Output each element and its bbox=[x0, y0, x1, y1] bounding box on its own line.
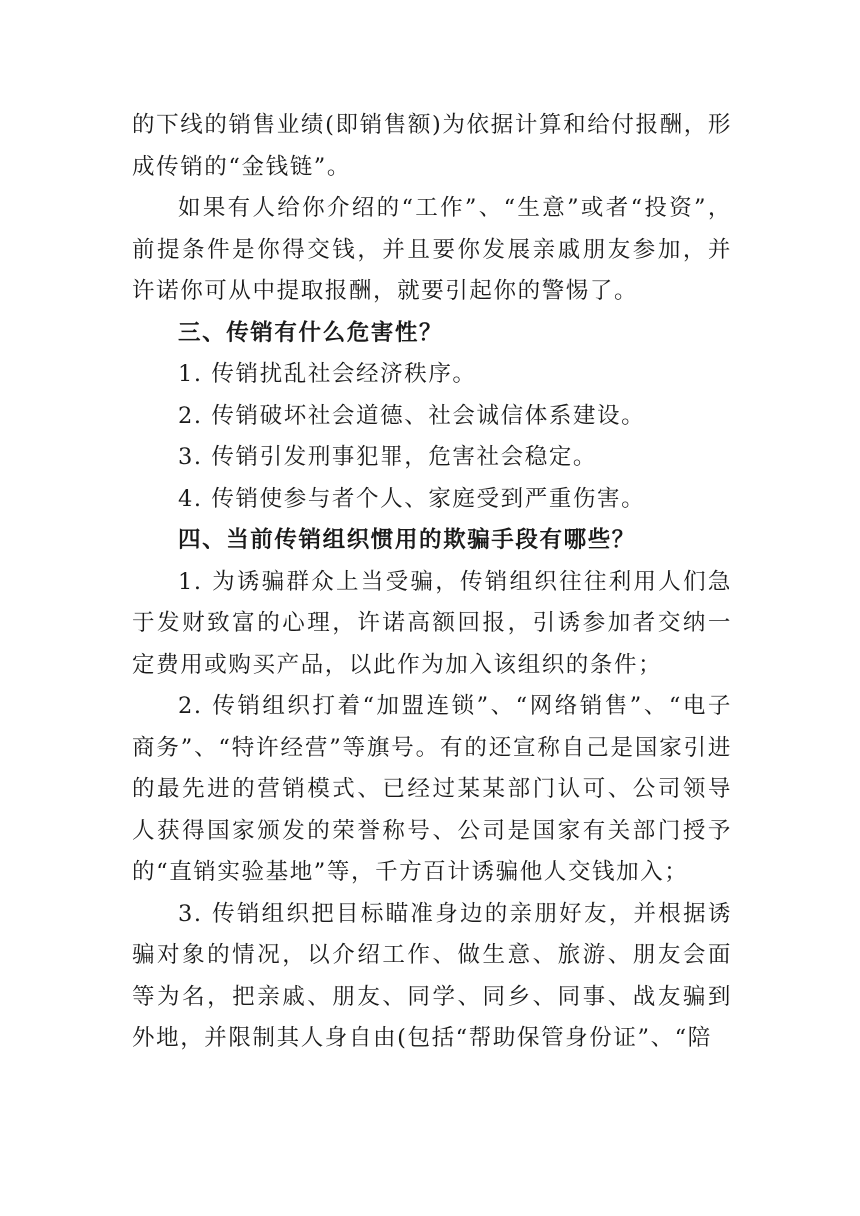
tactic-item-2: 2. 传销组织打着“加盟连锁”、“网络销售”、“电子商务”、“特许经营”等旗号。有的还宣称自己是国家引进的最先进的营销模式、已经过某某部门认可、公司领导人获得国家颁发的荣誉称号、公司是国家有关部门授予的“直销实验基地”等，千方百计诱骗他人交钱加入； bbox=[132, 693, 732, 885]
section-heading-tactics: 四、当前传销组织惯用的欺骗手段有哪些？ bbox=[178, 527, 636, 553]
paragraph-warning: 如果有人给你介绍的“工作”、“生意”或者“投资”，前提条件是你得交钱，并且要你发展亲戚朋友参加，并许诺你可从中提取报酬，就要引起你的警惕了。 bbox=[132, 195, 732, 304]
tactic-item-1: 1. 为诱骗群众上当受骗，传销组织往往利用人们急于发财致富的心理，许诺高额回报，引诱参加者交纳一定费用或购买产品，以此作为加入该组织的条件； bbox=[132, 568, 732, 678]
tactic-item-3: 3. 传销组织把目标瞄准身边的亲朋好友，并根据诱骗对象的情况，以介绍工作、做生意、旅游、朋友会面等为名，把亲戚、朋友、同学、同乡、同事、战友骗到外地，并限制其人身自由(包括“帮助保管身份证”、“陪 bbox=[132, 900, 732, 1051]
harm-item-4: 4. 传销使参与者个人、家庭受到严重伤害。 bbox=[178, 485, 646, 512]
section-heading-harm: 三、传销有什么危害性？ bbox=[178, 319, 444, 346]
document-page bbox=[132, 105, 732, 1060]
harm-item-2: 2. 传销破坏社会道德、社会诚信体系建设。 bbox=[178, 402, 646, 429]
harm-item-3: 3. 传销引发刑事犯罪，危害社会稳定。 bbox=[178, 444, 598, 470]
paragraph-continuation: 的下线的销售业绩(即销售额)为依据计算和给付报酬，形成传销的“金钱链”。 bbox=[132, 112, 732, 180]
harm-item-1: 1. 传销扰乱社会经济秩序。 bbox=[178, 361, 477, 387]
